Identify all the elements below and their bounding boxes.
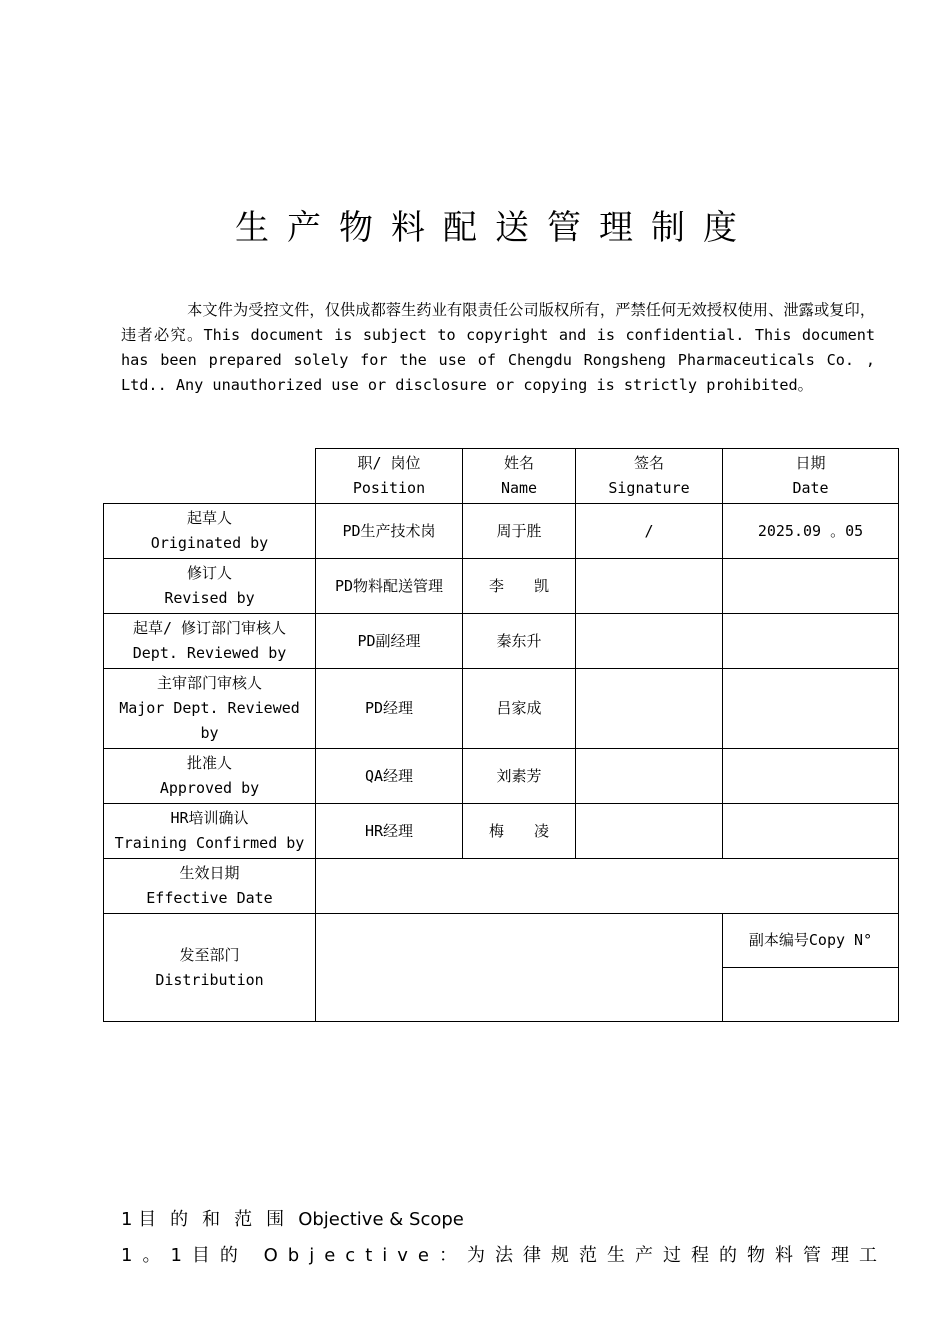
- row-position: PD经理: [316, 669, 463, 749]
- row-date: [723, 669, 899, 749]
- document-title: 生产物料配送管理制度: [235, 208, 755, 248]
- header-position: 职/ 岗位 Position: [316, 449, 463, 504]
- row-signature: [576, 749, 723, 804]
- row-signature: /: [576, 504, 723, 559]
- row-label: 修订人 Revised by: [104, 559, 316, 614]
- row-date: [723, 559, 899, 614]
- section-heading-1: 1 目的和范围Objective & Scope: [121, 1209, 464, 1230]
- row-label: 主审部门审核人 Major Dept. Reviewed by: [104, 669, 316, 749]
- row-position: QA经理: [316, 749, 463, 804]
- row-name: 周于胜: [463, 504, 576, 559]
- distribution-departments: [316, 914, 723, 1022]
- notice-cn: 本文件为受控文件，仅供成都蓉生药业有限责任公司版权所有，严禁任何无效授权使用、泄露或复印，违者必究。: [121, 301, 875, 344]
- row-position: PD副经理: [316, 614, 463, 669]
- row-signature: [576, 559, 723, 614]
- row-position: PD生产技术岗: [316, 504, 463, 559]
- distribution-label: 发至部门 Distribution: [104, 914, 316, 1022]
- row-position: PD物料配送管理: [316, 559, 463, 614]
- row-label: 起草人 Originated by: [104, 504, 316, 559]
- table-row: [104, 804, 899, 859]
- copy-number-value: [723, 968, 899, 1022]
- row-label: HR培训确认 Training Confirmed by: [104, 804, 316, 859]
- row-date: 2025.09 。05: [723, 504, 899, 559]
- copy-number-label: 副本编号Copy N°: [723, 914, 899, 968]
- header-name: 姓名 Name: [463, 449, 576, 504]
- header-blank-cell: [104, 449, 316, 504]
- table-row: [104, 559, 899, 614]
- row-name: 秦东升: [463, 614, 576, 669]
- row-label: 批准人 Approved by: [104, 749, 316, 804]
- row-date: [723, 804, 899, 859]
- approval-table: [103, 448, 899, 1022]
- row-name: 李 凯: [463, 559, 576, 614]
- row-date: [723, 749, 899, 804]
- effective-date-label: 生效日期 Effective Date: [104, 859, 316, 914]
- row-name: 吕家成: [463, 669, 576, 749]
- section-1-1-objective: 1。1目的 Objective：为法律规范生产过程的物料管理工: [121, 1245, 887, 1266]
- row-label: 起草/ 修订部门审核人 Dept. Reviewed by: [104, 614, 316, 669]
- row-name: 刘素芳: [463, 749, 576, 804]
- table-row: [104, 504, 899, 559]
- header-date: 日期 Date: [723, 449, 899, 504]
- row-date: [723, 614, 899, 669]
- effective-date-row: [104, 859, 899, 914]
- row-signature: [576, 669, 723, 749]
- row-name: 梅 凌: [463, 804, 576, 859]
- header-row: [104, 449, 899, 504]
- effective-date-value: [316, 859, 899, 914]
- header-signature: 签名 Signature: [576, 449, 723, 504]
- row-signature: [576, 614, 723, 669]
- row-position: HR经理: [316, 804, 463, 859]
- table-row: [104, 749, 899, 804]
- notice-en: This document is subject to copyright and is confidential. This document has been prepared solely for the use of Chengdu Rongsheng Pharmaceuticals Co. , Ltd.. Any unauthorized use or disclosure or copying is strictly prohibited。: [121, 326, 876, 394]
- row-signature: [576, 804, 723, 859]
- distribution-row: [104, 914, 899, 968]
- table-row: [104, 669, 899, 749]
- table-row: [104, 614, 899, 669]
- confidentiality-notice: [121, 298, 875, 398]
